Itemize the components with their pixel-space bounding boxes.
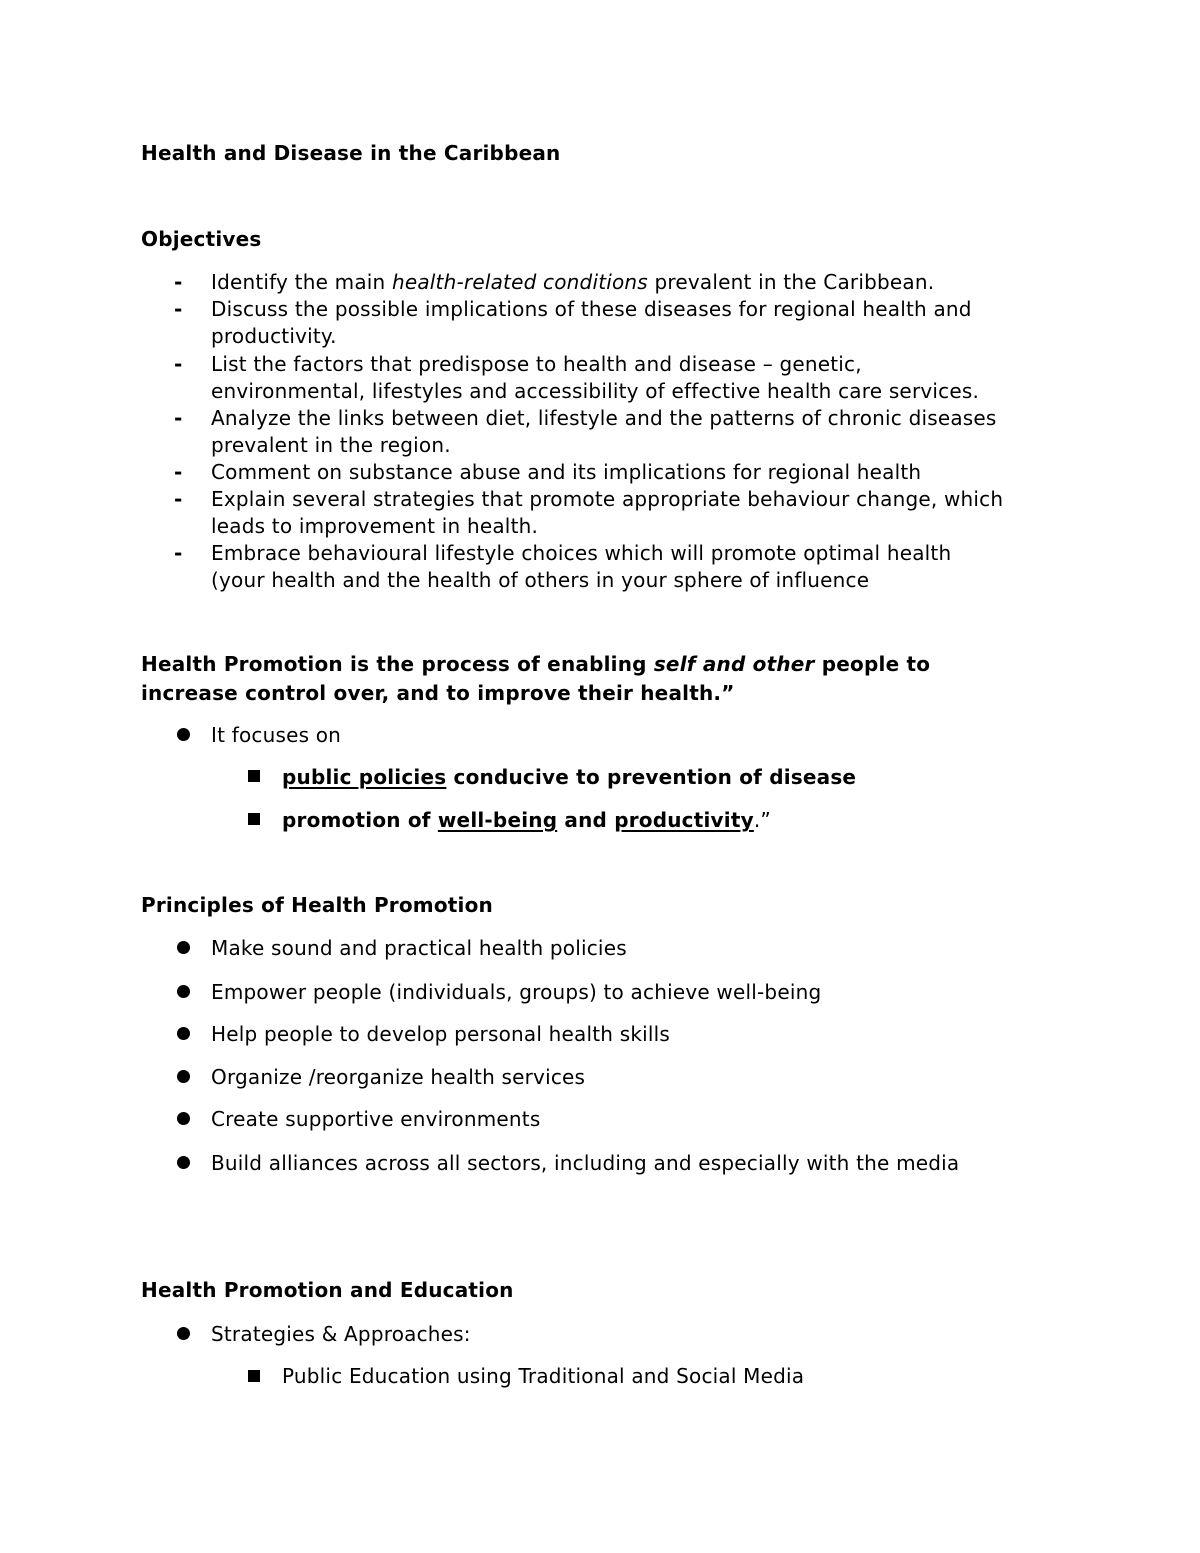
principle-item: Create supportive environments [211,1107,541,1131]
principles-heading: Principles of Health Promotion [141,893,493,917]
square-bullet [248,770,260,782]
strategy-item: Public Education using Traditional and Social Media [282,1364,805,1388]
dash-bullet: - [174,487,183,511]
bullet-dot [177,985,190,998]
health-promotion-definition-line2: increase control over, and to improve their health.” [141,681,735,705]
education-heading: Health Promotion and Education [141,1278,514,1302]
principle-item: Make sound and practical health policies [211,936,627,960]
strategies-label: Strategies & Approaches: [211,1322,471,1346]
objective-item-line: Embrace behavioural lifestyle choices which will promote optimal health [211,541,952,565]
objective-item-line: prevalent in the region. [211,433,451,457]
bullet-dot [177,1027,190,1040]
bullet-dot [177,1070,190,1083]
objective-item-line: Comment on substance abuse and its implications for regional health [211,460,922,484]
dash-bullet: - [174,541,183,565]
objective-item-line: leads to improvement in health. [211,514,539,538]
objective-item-line: productivity. [211,324,337,348]
dash-bullet: - [174,352,183,376]
principle-item: Help people to develop personal health skills [211,1022,671,1046]
dash-bullet: - [174,297,183,321]
dash-bullet: - [174,406,183,430]
objective-item-line: List the factors that predispose to health and disease – genetic, [211,352,862,376]
principle-item: Organize /reorganize health services [211,1065,586,1089]
focus-intro: It focuses on [211,723,342,747]
bullet-dot [177,1112,190,1125]
bullet-dot [177,1327,190,1340]
objective-item-line: Explain several strategies that promote appropriate behaviour change, which [211,487,1004,511]
objective-item-line: (your health and the health of others in your sphere of influence [211,568,870,592]
bullet-dot [177,1156,190,1169]
bullet-dot [177,941,190,954]
dash-bullet: - [174,270,183,294]
principle-item: Empower people (individuals, groups) to achieve well-being [211,980,822,1004]
objectives-heading: Objectives [141,227,262,251]
bullet-dot [177,728,190,741]
square-bullet [248,1370,260,1382]
dash-bullet: - [174,460,183,484]
objective-item-line: Discuss the possible implications of these diseases for regional health and [211,297,972,321]
principle-item: Build alliances across all sectors, including and especially with the media [211,1151,960,1175]
square-bullet [248,813,260,825]
objective-item: Identify the main health-related conditions prevalent in the Caribbean. [211,270,935,294]
objective-item-line: environmental, lifestyles and accessibility of effective health care services. [211,379,980,403]
health-promotion-definition: Health Promotion is the process of enabling self and other people to [141,652,931,676]
focus-item-public-policies: public policies conducive to prevention of disease [282,765,857,789]
focus-item-well-being: promotion of well-being and productivity.” [282,808,771,832]
document-title: Health and Disease in the Caribbean [141,141,561,165]
objective-item-line: Analyze the links between diet, lifestyle and the patterns of chronic diseases [211,406,997,430]
